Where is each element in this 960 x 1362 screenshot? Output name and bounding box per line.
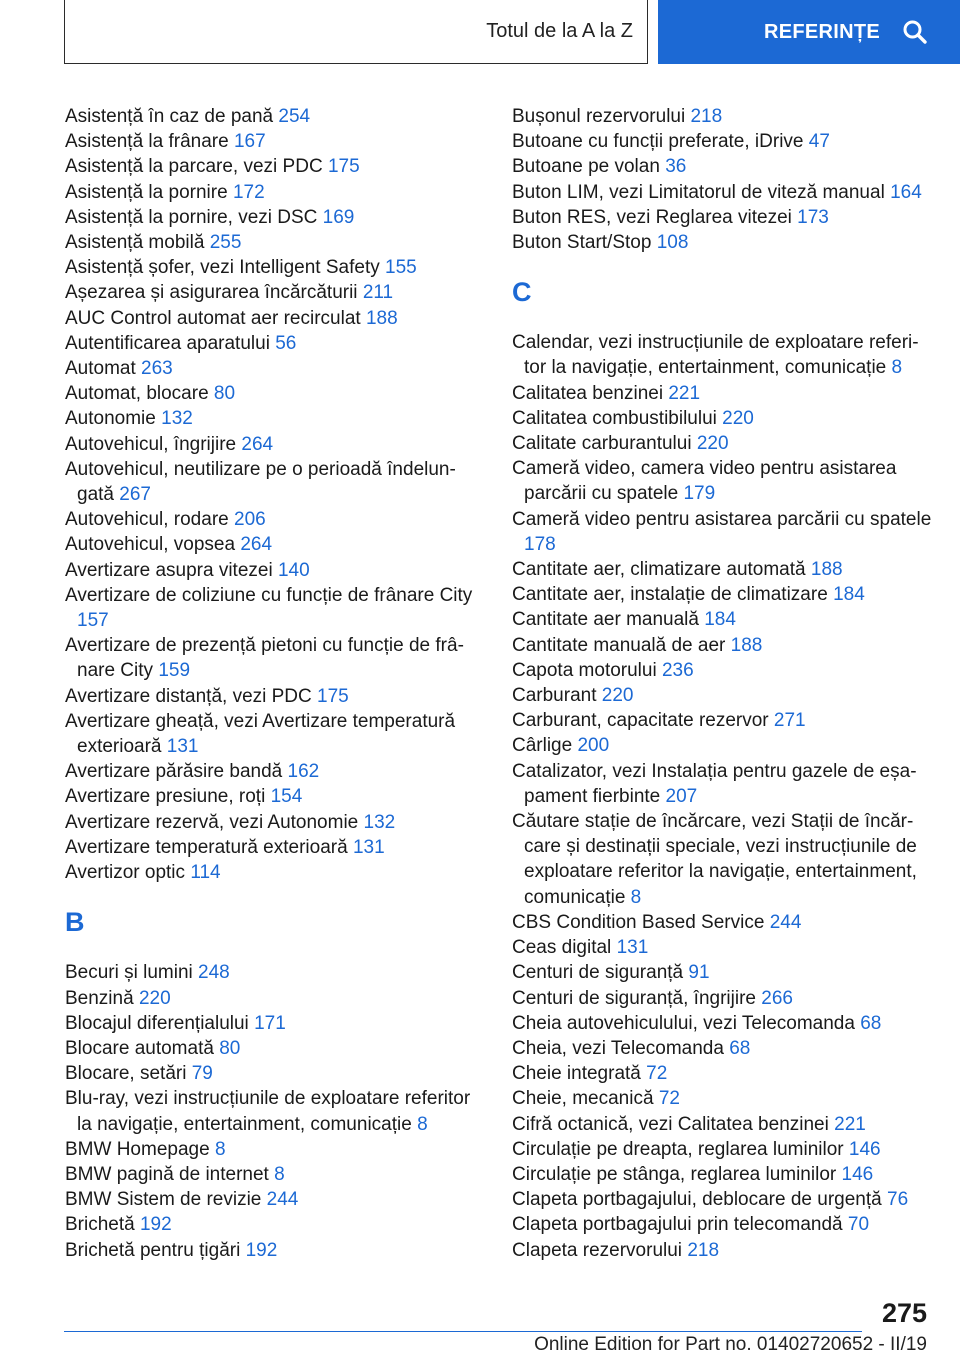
index-entry-text: Centuri de siguranță, îngrijire — [512, 987, 756, 1009]
index-entry — [512, 1137, 932, 1162]
index-entry-text: Circulație pe stânga, reglarea luminilor — [512, 1163, 837, 1185]
index-entry — [65, 1011, 485, 1036]
index-entry-text: BMW Sistem de revizie — [65, 1189, 262, 1211]
index-entry — [65, 205, 485, 230]
index-page-link[interactable]: 221 — [668, 382, 701, 404]
index-entry-text: Asistență în caz de pană — [65, 106, 274, 127]
index-entry — [512, 1086, 932, 1111]
index-page-link[interactable]: 264 — [240, 534, 273, 556]
index-entry — [512, 381, 932, 406]
index-page-link[interactable]: 173 — [797, 206, 829, 228]
index-entry — [65, 432, 485, 457]
index-entry-text: Asistență mobilă — [65, 232, 205, 254]
index-entry-text: Becuri și lumini — [65, 962, 193, 984]
index-entry — [65, 860, 485, 885]
index-entry-text: Calitate carburantului — [512, 433, 692, 455]
index-page-link[interactable]: 171 — [254, 1012, 286, 1034]
index-page-link[interactable]: 56 — [275, 332, 297, 354]
index-entry-text: CBS Condition Based Service — [512, 911, 765, 933]
index-entry-text: Autovehicul, îngrijire — [65, 433, 237, 455]
index-page-link[interactable]: 218 — [687, 1239, 720, 1261]
index-entry-text: Calitatea combustibilului — [512, 407, 717, 429]
index-page-link[interactable]: 172 — [232, 181, 265, 203]
index-entry — [65, 406, 485, 431]
index-entry-text: Cantitate aer, instalație de climatizare — [512, 584, 828, 606]
index-entry — [65, 960, 485, 985]
index-page-link[interactable]: 76 — [887, 1189, 909, 1211]
index-page-link[interactable]: 200 — [577, 735, 610, 757]
section-title-box — [64, 0, 648, 64]
index-entry-text: Blocajul diferențialului — [65, 1012, 249, 1034]
index-entry-text: AUC Control automat aer recirculat — [65, 307, 361, 329]
index-entry-text: Clapeta portbagajului prin telecomandă — [512, 1214, 843, 1236]
index-entry-text: Cantitate manuală de aer — [512, 634, 726, 656]
index-entry-text: Cheie integrată — [512, 1063, 641, 1085]
index-entry-text: Buton RES, vezi Reglarea vitezei — [512, 206, 792, 228]
index-entry — [512, 507, 932, 557]
index-page-link[interactable]: 220 — [138, 987, 171, 1009]
index-page-link[interactable]: 8 — [630, 886, 642, 908]
index-entry-text: Automat, blocare — [65, 383, 209, 405]
index-entry-text: Cameră video, camera video pentru asistarea parcării cu spatele — [512, 458, 897, 505]
index-entry — [65, 835, 485, 860]
index-entry — [512, 809, 932, 910]
index-page-link[interactable]: 188 — [365, 307, 398, 329]
index-page-link[interactable]: 244 — [266, 1189, 299, 1211]
index-entry — [65, 1086, 485, 1136]
index-entry — [512, 456, 932, 506]
index-entry-text: Clapeta portbagajului, deblocare de urgență — [512, 1189, 882, 1211]
index-page-link[interactable]: 188 — [810, 559, 843, 581]
index-entry — [512, 633, 932, 658]
index-page-link[interactable]: 157 — [77, 610, 109, 632]
index-entry-text: Calendar, vezi instrucțiunile de exploatare referitor la navigație, entertainment, comunicație — [512, 332, 919, 379]
index-entry — [512, 1238, 932, 1263]
index-entry — [512, 935, 932, 960]
index-entry — [512, 759, 932, 809]
index-page-link[interactable]: 70 — [847, 1214, 870, 1236]
index-entry — [512, 180, 932, 205]
index-entry-text: Avertizare de coliziune cu funcție de frânare City — [65, 584, 473, 606]
index-entry-text: Cameră video pentru asistarea parcării cu spatele — [512, 508, 932, 530]
index-page-link[interactable]: 8 — [274, 1163, 285, 1185]
index-entry-text: Avertizare rezervă, vezi Autonomie — [65, 811, 359, 833]
index-page-link[interactable]: 244 — [769, 911, 802, 933]
index-page-link[interactable]: 184 — [704, 609, 736, 631]
index-entry — [512, 330, 932, 380]
index-page-link[interactable]: 221 — [834, 1113, 866, 1135]
index-page-link[interactable]: 179 — [683, 483, 716, 505]
index-page-link[interactable]: 164 — [890, 181, 922, 203]
index-page-link[interactable]: 72 — [646, 1063, 668, 1085]
index-entry-text: Centuri de siguranță — [512, 962, 684, 984]
index-entry — [65, 583, 485, 633]
index-entry — [65, 129, 485, 154]
index-entry-text: Cheia, vezi Telecomanda — [512, 1037, 724, 1059]
index-entry — [65, 381, 485, 406]
index-entry — [65, 356, 485, 381]
footer-divider — [64, 1331, 862, 1332]
index-entry — [512, 1011, 932, 1036]
index-page-link[interactable]: 132 — [363, 811, 396, 833]
index-entry-text: Automat — [65, 358, 136, 380]
references-button[interactable] — [658, 0, 960, 64]
index-entry-text: Bușonul rezervorului — [512, 106, 686, 127]
index-entry-text: Blocare automată — [65, 1037, 214, 1059]
index-page-link[interactable]: 146 — [841, 1163, 874, 1185]
index-entry-text: Autovehicul, neutilizare pe o perioadă îndelungată — [65, 458, 456, 506]
index-entry — [512, 1112, 932, 1137]
index-page-link[interactable]: 80 — [213, 383, 236, 405]
index-entry — [512, 1212, 932, 1237]
index-entry — [512, 431, 932, 456]
index-entry — [65, 255, 485, 280]
index-letter-heading: C — [512, 277, 532, 308]
index-entry-text: Autonomie — [65, 408, 156, 430]
index-entry — [512, 910, 932, 935]
index-entry-text: BMW Homepage — [65, 1138, 210, 1160]
index-entry-text: Carburant — [512, 685, 597, 707]
index-page-link[interactable]: 218 — [690, 106, 723, 127]
index-page-link[interactable]: 154 — [270, 786, 303, 808]
index-entry-text: Autovehicul, rodare — [65, 509, 229, 531]
search-icon[interactable] — [902, 19, 928, 45]
index-page-link[interactable]: 36 — [665, 156, 687, 178]
index-entry-text: Carburant, capacitate rezervor — [512, 710, 769, 732]
index-entry — [65, 331, 485, 356]
index-entry — [65, 306, 485, 331]
index-entry — [512, 683, 932, 708]
index-entry-text: Asistență la parcare, vezi PDC — [65, 156, 323, 178]
index-entry-text: Buton Start/Stop — [512, 232, 652, 254]
index-page-link[interactable]: 131 — [616, 937, 649, 959]
index-page-link[interactable]: 80 — [219, 1037, 241, 1059]
index-page-link[interactable]: 220 — [696, 433, 729, 455]
index-page-link[interactable]: 220 — [722, 407, 754, 429]
index-entry-text: Cantitate aer, climatizare automată — [512, 559, 806, 581]
index-page-link[interactable]: 162 — [287, 761, 320, 783]
index-entry-text: Blu-ray, vezi instrucțiunile de exploatare referitor la navigație, entertainment, comunicație — [65, 1088, 471, 1135]
index-column-left — [65, 104, 485, 1263]
index-entry — [65, 1061, 485, 1086]
index-entry — [65, 558, 485, 583]
index-page-link[interactable]: 271 — [773, 710, 806, 732]
index-entry — [512, 582, 932, 607]
index-entry — [65, 280, 485, 305]
index-page-link[interactable]: 192 — [245, 1239, 278, 1261]
index-page-link[interactable]: 207 — [665, 785, 698, 807]
index-entry-text: Avertizare gheață, vezi Avertizare temperatură exterioară — [65, 710, 456, 758]
index-entry — [512, 708, 932, 733]
index-entry-text: BMW pagină de internet — [65, 1163, 269, 1185]
index-page-link[interactable]: 192 — [139, 1214, 172, 1236]
index-page-link[interactable]: 264 — [241, 433, 274, 455]
index-entry — [65, 1162, 485, 1187]
index-page-link[interactable]: 131 — [352, 836, 385, 858]
index-entry-text: Brichetă — [65, 1214, 135, 1236]
index-page-link[interactable]: 248 — [198, 962, 230, 984]
index-page-link[interactable]: 155 — [385, 257, 417, 279]
index-page-link[interactable]: 178 — [524, 533, 556, 555]
index-page-link[interactable]: 188 — [730, 634, 763, 656]
index-entry — [512, 960, 932, 985]
index-entry-text: Cârlige — [512, 735, 573, 757]
index-page-link[interactable]: 108 — [656, 232, 689, 254]
index-entry-text: Butoane cu funcții preferate, iDrive — [512, 131, 804, 153]
index-page-link[interactable]: 79 — [191, 1063, 213, 1085]
index-entry-text: Avertizare temperatură exterioară — [65, 836, 348, 858]
index-entry-text: Catalizator, vezi Instalația pentru gazele de eșapament fierbinte — [512, 760, 917, 807]
index-column-right — [512, 104, 932, 1263]
index-entry-text: Avertizare asupra vitezei — [65, 559, 273, 581]
index-entry — [65, 986, 485, 1011]
index-entry-text: Benzină — [65, 987, 134, 1009]
index-entry-text: Așezarea și asigurarea încărcăturii — [65, 282, 358, 304]
index-page-link[interactable]: 254 — [278, 106, 311, 127]
index-entry-text: Avertizare presiune, roți — [65, 786, 266, 808]
index-page-link[interactable]: 206 — [234, 509, 266, 531]
index-page-link[interactable]: 114 — [190, 862, 221, 884]
index-entry-text: Cheia autovehiculului, vezi Telecomanda — [512, 1012, 855, 1034]
index-entry — [65, 180, 485, 205]
index-entry-text: Asistență la frânare — [65, 131, 229, 153]
index-page-link[interactable]: 167 — [233, 131, 266, 153]
index-entry-text: Asistență la pornire, vezi DSC — [65, 206, 318, 228]
index-page-link[interactable]: 91 — [688, 962, 710, 984]
footer-edition: Online Edition for Part no. 01402720652 - II/19 — [534, 1334, 927, 1355]
page-number: 275 — [881, 1298, 927, 1328]
index-entry-text: Clapeta rezervorului — [512, 1239, 683, 1261]
index-page-link[interactable]: 236 — [661, 659, 694, 681]
index-page-link[interactable]: 131 — [166, 736, 199, 758]
index-entry-text: Avertizare părăsire bandă — [65, 761, 283, 783]
index-page-link[interactable]: 255 — [209, 232, 242, 254]
index-page-link[interactable]: 266 — [761, 987, 793, 1009]
index-page-link[interactable]: 8 — [891, 357, 903, 379]
index-entry — [65, 1238, 485, 1263]
index-entry-text: Buton LIM, vezi Limitatorul de viteză manual — [512, 181, 885, 203]
index-entry — [512, 1162, 932, 1187]
index-entry — [65, 154, 485, 179]
index-entry — [512, 205, 932, 230]
index-entry — [512, 230, 932, 255]
index-page-link[interactable]: 175 — [317, 685, 349, 707]
index-entry-text: Asistență la pornire — [65, 181, 228, 203]
index-entry — [65, 1137, 485, 1162]
index-page-link[interactable]: 159 — [158, 660, 191, 682]
index-entry-text: Butoane pe volan — [512, 156, 660, 178]
index-entry-text: Autentificarea aparatului — [65, 332, 270, 354]
index-entry — [512, 607, 932, 632]
references-label: REFERINȚE — [764, 20, 881, 43]
index-entry — [512, 733, 932, 758]
index-page-link[interactable]: 175 — [327, 156, 360, 178]
index-entry — [65, 457, 485, 507]
index-entry-text: Avertizor optic — [65, 862, 186, 884]
index-entry-text: Calitatea benzinei — [512, 382, 664, 404]
index-entry-text: Brichetă pentru țigări — [65, 1239, 241, 1261]
index-entry — [512, 658, 932, 683]
index-entry-text: Cantitate aer manuală — [512, 609, 699, 631]
index-entry-text: Autovehicul, vopsea — [65, 534, 236, 556]
index-page-link[interactable]: 8 — [214, 1138, 226, 1160]
index-page-link[interactable]: 211 — [362, 282, 394, 304]
index-page-link[interactable]: 8 — [417, 1113, 428, 1135]
index-entry — [65, 1036, 485, 1061]
index-entry — [65, 709, 485, 759]
index-entry — [65, 104, 485, 129]
index-page-link[interactable]: 140 — [277, 559, 310, 581]
index-entry-text: Ceas digital — [512, 937, 612, 959]
section-title: Totul de la A la Z — [486, 20, 633, 42]
index-entry — [65, 784, 485, 809]
index-entry — [65, 684, 485, 709]
index-entry-text: Avertizare de prezență pietoni cu funcție de frânare City — [65, 635, 464, 682]
index-letter-heading: B — [65, 907, 85, 938]
index-entry — [512, 406, 932, 431]
index-entry — [512, 129, 932, 154]
index-entry-text: Capota motorului — [512, 659, 657, 681]
index-entry-text: Cifră octanică, vezi Calitatea benzinei — [512, 1113, 829, 1135]
index-page-link[interactable]: 184 — [833, 584, 865, 606]
index-entry — [65, 810, 485, 835]
index-entry — [65, 230, 485, 255]
index-entry — [512, 557, 932, 582]
index-entry — [65, 759, 485, 784]
index-entry-text: Cheie, mecanică — [512, 1088, 654, 1110]
index-page-link[interactable]: 68 — [860, 1012, 882, 1034]
index-entry — [65, 507, 485, 532]
index-entry — [65, 633, 485, 683]
index-entry — [512, 1061, 932, 1086]
index-entry — [65, 532, 485, 557]
index-entry — [65, 1187, 485, 1212]
index-page-link[interactable]: 169 — [322, 206, 355, 228]
index-entry — [512, 1036, 932, 1061]
index-entry — [65, 1212, 485, 1237]
index-page-link[interactable]: 72 — [658, 1088, 680, 1110]
index-entry-text: Asistență șofer, vezi Intelligent Safety — [65, 257, 380, 279]
index-page-link[interactable]: 146 — [848, 1138, 881, 1160]
index-entry-text: Blocare, setări — [65, 1063, 187, 1085]
index-entry-text: Avertizare distanță, vezi PDC — [65, 685, 312, 707]
index-entry — [512, 1187, 932, 1212]
index-entry-text: Căutare stație de încărcare, vezi Stații de încărcare și destinații speciale, vezi instrucțiunile de exploatare referitor la navigație, entertainment, comunicație — [512, 811, 917, 908]
index-page-link[interactable]: 132 — [161, 408, 193, 430]
index-entry — [512, 986, 932, 1011]
index-page-link[interactable]: 220 — [601, 685, 634, 707]
index-page-link[interactable]: 263 — [141, 358, 173, 380]
index-entry — [512, 104, 932, 129]
index-page-link[interactable]: 267 — [119, 484, 151, 506]
index-entry-text: Circulație pe dreapta, reglarea luminilor — [512, 1138, 844, 1160]
index-entry — [512, 154, 932, 179]
index-page-link[interactable]: 68 — [729, 1037, 751, 1059]
index-page-link[interactable]: 47 — [808, 131, 830, 153]
